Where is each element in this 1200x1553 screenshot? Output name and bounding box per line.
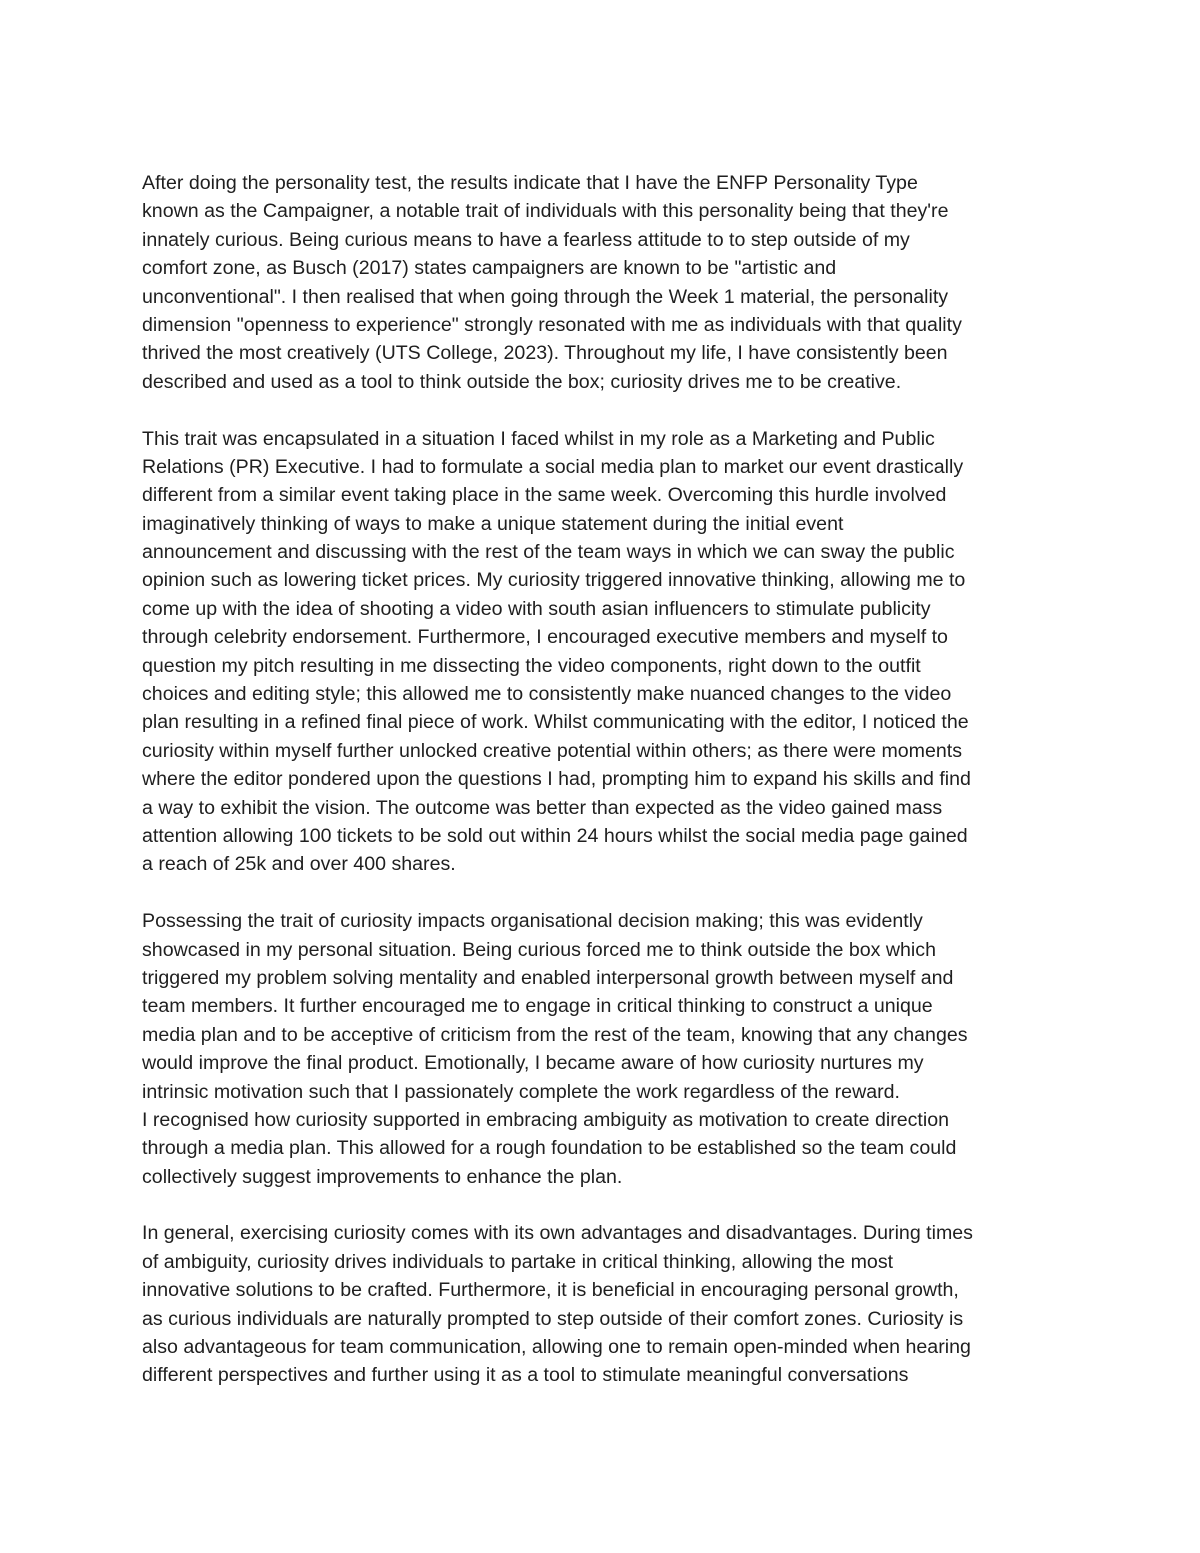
text-line: also advantageous for team communication, allowing one to remain open-minded when hearing: [142, 1336, 971, 1359]
text-line: I recognised how curiosity supported in embracing ambiguity as motivation to create direction: [142, 1108, 950, 1131]
text-line: showcased in my personal situation. Being curious forced me to think outside the box which: [142, 938, 936, 961]
text-line: collectively suggest improvements to enhance the plan.: [142, 1165, 623, 1188]
text-line: triggered my problem solving mentality and enabled interpersonal growth between myself and: [142, 966, 954, 989]
text-line: a reach of 25k and over 400 shares.: [142, 853, 456, 876]
text-line: intrinsic motivation such that I passionately complete the work regardless of the reward.: [142, 1080, 900, 1103]
text-line: After doing the personality test, the results indicate that I have the ENFP Personality Type: [142, 172, 918, 194]
text-line: Possessing the trait of curiosity impacts organisational decision making; this was evidently: [142, 910, 923, 933]
text-line: question my pitch resulting in me dissecting the video components, right down to the outfit: [142, 654, 921, 677]
paragraph-decision-making: [142, 907, 1072, 1191]
text-line: This trait was encapsulated in a situation I faced whilst in my role as a Marketing and Public: [142, 427, 935, 450]
text-line: come up with the idea of shooting a video with south asian influencers to stimulate publicity: [142, 597, 931, 620]
text-line: dimension "openness to experience" strongly resonated with me as individuals with that quality: [142, 313, 962, 336]
text-line: innately curious. Being curious means to have a fearless attitude to to step outside of my: [142, 228, 910, 251]
text-line: innovative solutions to be crafted. Furthermore, it is beneficial in encouraging personal growth,: [142, 1279, 959, 1302]
text-line: known as the Campaigner, a notable trait of individuals with this personality being that they're: [142, 200, 949, 223]
text-line: media plan and to be acceptive of criticism from the rest of the team, knowing that any changes: [142, 1023, 968, 1046]
text-line: choices and editing style; this allowed me to consistently make nuanced changes to the video: [142, 683, 952, 706]
text-line: unconventional". I then realised that when going through the Week 1 material, the personality: [142, 285, 949, 308]
text-line: as curious individuals are naturally prompted to step outside of their comfort zones. Curiosity is: [142, 1307, 964, 1330]
paragraph-situation: [142, 425, 1072, 879]
paragraph-advantages: [142, 1219, 1072, 1389]
text-line: In general, exercising curiosity comes with its own advantages and disadvantages. During times: [142, 1222, 973, 1245]
text-line: curiosity within myself further unlocked creative potential within others; as there were moments: [142, 739, 963, 762]
text-line: through celebrity endorsement. Furthermore, I encouraged executive members and myself to: [142, 626, 948, 649]
text-line: attention allowing 100 tickets to be sold out within 24 hours whilst the social media page gained: [142, 824, 968, 847]
text-line: plan resulting in a refined final piece of work. Whilst communicating with the editor, I noticed the: [142, 711, 969, 734]
text-line: through a media plan. This allowed for a rough foundation to be established so the team could: [142, 1137, 957, 1160]
text-line: opinion such as lowering ticket prices. My curiosity triggered innovative thinking, allowing me to: [142, 569, 966, 592]
text-line: would improve the final product. Emotionally, I became aware of how curiosity nurtures my: [142, 1052, 924, 1075]
text-line: comfort zone, as Busch (2017) states campaigners are known to be "artistic and: [142, 257, 837, 280]
paragraph-personality-type: [142, 169, 1072, 396]
text-line: where the editor pondered upon the questions I had, prompting him to expand his skills and find: [142, 768, 971, 791]
text-line: team members. It further encouraged me to engage in critical thinking to construct a unique: [142, 995, 933, 1018]
text-line: Relations (PR) Executive. I had to formulate a social media plan to market our event drastically: [142, 455, 964, 478]
text-line: announcement and discussing with the rest of the team ways in which we can sway the public: [142, 541, 955, 564]
text-line: imaginatively thinking of ways to make a unique statement during the initial event: [142, 512, 844, 535]
text-line: thrived the most creatively (UTS College, 2023). Throughout my life, I have consistently been: [142, 342, 948, 365]
document-body: [142, 169, 1072, 1418]
text-line: of ambiguity, curiosity drives individuals to partake in critical thinking, allowing the most: [142, 1250, 894, 1273]
text-line: different perspectives and further using it as a tool to stimulate meaningful conversations: [142, 1364, 909, 1387]
text-line: different from a similar event taking place in the same week. Overcoming this hurdle involved: [142, 484, 947, 507]
text-line: a way to exhibit the vision. The outcome was better than expected as the video gained mass: [142, 796, 943, 819]
text-line: described and used as a tool to think outside the box; curiosity drives me to be creative.: [142, 370, 902, 393]
